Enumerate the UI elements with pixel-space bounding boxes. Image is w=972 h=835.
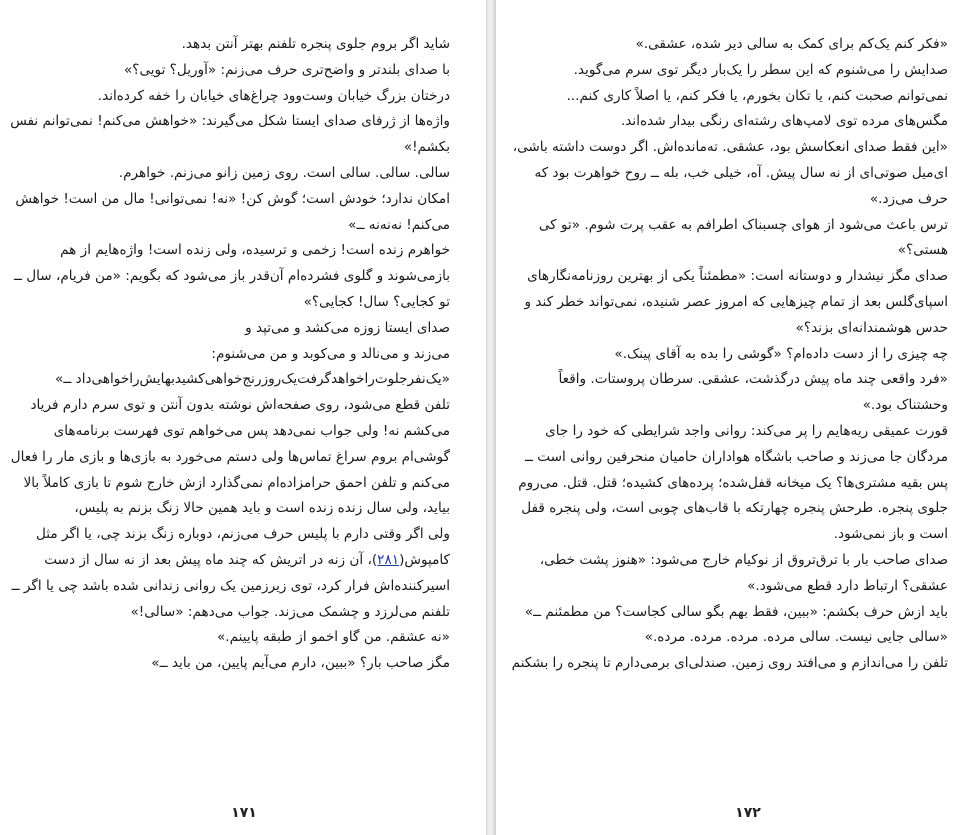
text-line: مگز صاحب بار؟ «ببین، دارم می‌آیم پایین، من باید ــ» bbox=[151, 655, 450, 672]
text-line: می‌کنم و تلفن احمق حرامزاده‌ام نمی‌گذارد ازش خارج شوم تا بازی کاملاً بالا bbox=[23, 474, 450, 491]
text-line: مردگان جا می‌زند و صاحب باشگاه هواداران حامیان منحرفین روانی است ــ bbox=[525, 448, 948, 465]
text-line: نمی‌توانم صحبت کنم، یا تکان بخورم، یا فکر کنم، یا اصلاً کاری کنم... bbox=[566, 87, 948, 104]
text-line: تلفن قطع می‌شود، روی صفحه‌اش نوشته بدون آنتن و توی سرم دارم فریاد bbox=[30, 397, 450, 414]
text-line: باید ازش حرف بکشم: «ببین، فقط بهم بگو سالی کجاست؟ من مطمئنم ــ» bbox=[524, 603, 948, 620]
left-page-number: ۱۷۱ bbox=[231, 805, 257, 821]
text-line: «فرد واقعی چند ماه پیش درگذشت، عشقی. سرطان پروستات. واقعاً bbox=[558, 371, 948, 388]
text-line: «یک‌نفرجلوت‌راخواهدگرفت‌یک‌روزرنج‌خواهی‌کشیدبهایش‌راخواهی‌داد ــ» bbox=[55, 371, 450, 388]
text-line: ولی اگر وقتی دارم با پلیس حرف می‌زنم، دوباره زنگ بزند چی، یا اگر مثل bbox=[35, 526, 450, 543]
left-page-text bbox=[10, 32, 450, 677]
text-line: خواهرم زنده است! زخمی و ترسیده، ولی زنده است! واژه‌هایم از هم bbox=[60, 242, 450, 259]
text-line: درختان بزرگ خیابان وست‌وود چراغ‌های خیابان را خفه کرده‌اند. bbox=[97, 87, 450, 104]
text-line: مگس‌های مرده توی لامپ‌های رشته‌ای رنگی بیدار شده‌اند. bbox=[620, 113, 948, 130]
text-line: حرف می‌زد.» bbox=[869, 190, 948, 207]
text-line: جلوی پنجره. طرحش پنجره چهارتکه با قاب‌های چوبی است، ولی پنجره قفل bbox=[521, 500, 948, 517]
text-line: «این فقط صدای انعکاسش بود، عشقی. ته‌مانده‌اش. اگر دوست داشته باشی، bbox=[512, 139, 948, 156]
text-line: صدای ایستا زوزه می‌کشد و می‌تپد و bbox=[245, 319, 450, 336]
text-line: چه چیزی را از دست داده‌ام؟ «گوشی را بده به آقای پینک.» bbox=[614, 345, 948, 362]
text-line: ای‌میل صوتی‌ای از نه سال پیش. آه، خیلی خب، بله ــ روح خواهرت بود که bbox=[534, 164, 948, 181]
text-segment: کامپوش( bbox=[399, 551, 450, 568]
text-line: می‌زند و می‌نالد و می‌کوبد و من می‌شنوم: bbox=[211, 345, 450, 362]
text-line: حدس هوشمندانه‌ای بزند؟» bbox=[795, 319, 948, 336]
text-line: بیاید، ولی سال زنده زنده است و باید همین حالا زنگ بزنم به پلیس، bbox=[74, 500, 450, 517]
right-page-text bbox=[511, 32, 948, 677]
text-line: وحشتناک بود.» bbox=[862, 397, 948, 414]
text-line: قورت عمیقی ریه‌هایم را پر می‌کند: روانی واجد شرایطی که خود را جای bbox=[545, 422, 948, 439]
text-line: امکان ندارد؛ خودش است؛ گوش کن! «نه! نمی‌توانی! مال من است! خواهش bbox=[15, 190, 450, 207]
text-line: ترس باعث می‌شود از هوای چسبناک اطرافم به عقب پرت شوم. «تو کی bbox=[538, 216, 948, 233]
text-line: پس بقیه مشتری‌ها؟ یک میخانه قفل‌شده؛ پرده‌های کشیده؛ قتل. قتل. می‌روم bbox=[518, 474, 948, 491]
text-line: واژه‌ها از ژرفای صدای ایستا شکل می‌گیرند: «خواهش می‌کنم! نمی‌توانم نفس bbox=[10, 113, 450, 130]
text-line: سالی. سالی. سالی است. روی زمین زانو می‌زنم. خواهرم. bbox=[118, 164, 450, 181]
text-line: عشقی؟ ارتباط دارد قطع می‌شود.» bbox=[747, 577, 948, 594]
text-line: صدای مگز نیشدار و دوستانه است: «مطمئناً یکی از بهترین روزنامه‌نگارهای bbox=[527, 268, 948, 285]
text-line: اسیرکننده‌اش فرار کرد، توی زیرزمین یک روانی زندانی شده باشد چی یا اگر ــ bbox=[11, 577, 450, 594]
right-page-number: ۱۷۲ bbox=[735, 805, 761, 821]
text-line: هستی؟» bbox=[897, 242, 948, 259]
text-line: «سالی جایی نیست. سالی مرده. مرده. مرده. مرده.» bbox=[644, 629, 948, 646]
text-line: تلفن را می‌اندازم و می‌افتد روی زمین. صندلی‌ای برمی‌دارم تا پنجره را بشکنم bbox=[511, 655, 948, 672]
text-line: بکشم!» bbox=[403, 139, 450, 156]
text-line: «فکر کنم یک‌کم برای کمک به سالی دیر شده، عشقی.» bbox=[635, 36, 948, 52]
text-line: با صدای بلندتر و واضح‌تری حرف می‌زنم: «آوریل؟ تویی؟» bbox=[123, 61, 450, 78]
text-line: صدایش را می‌شنوم که این سطر را یک‌بار دیگر توی سرم می‌گوید. bbox=[573, 61, 948, 78]
right-page bbox=[496, 0, 972, 835]
text-line: «نه عشقم. من گاو اخمو از طبقه پایینم.» bbox=[216, 629, 450, 646]
text-line: می‌کشم نه! ولی جواب نمی‌دهد پس می‌خواهم توی فهرست برنامه‌های bbox=[53, 422, 450, 439]
text-line: می‌کنم! نه‌نه‌نه ــ» bbox=[348, 216, 450, 233]
text-line: اسپای‌گلس بعد از تمام چیزهایی که امروز عصر شنیده، نمی‌تواند خطر کند و bbox=[524, 293, 948, 310]
text-line: است و باز نمی‌شود. bbox=[833, 526, 948, 543]
text-line bbox=[40, 548, 450, 574]
book-gutter bbox=[486, 0, 496, 835]
footnote-link[interactable]: ۲۸۱ bbox=[377, 551, 400, 568]
text-line: تو کجایی؟ سال! کجایی؟» bbox=[303, 293, 450, 310]
text-line: صدای صاحب بار با ترق‌تروق از نوکیام خارج می‌شود: «هنوز پشت خطی، bbox=[539, 551, 948, 568]
text-line: شاید اگر بروم جلوی پنجره تلفنم بهتر آنتن بدهد. bbox=[181, 36, 450, 52]
text-segment: )، آن زنه در اتریش که چند ماه پیش بعد از نه سال از دست bbox=[44, 551, 378, 568]
text-line: گوشی‌ام بروم سراغ تماس‌ها ولی دستم می‌خورد به بازی‌ها و بازی مار را فعال bbox=[10, 448, 450, 465]
text-line: تلفنم می‌لرزد و چشمک می‌زند. جواب می‌دهم: «سالی!» bbox=[130, 603, 450, 620]
text-line: بازمی‌شوند و گلوی فشرده‌ام آن‌قدر باز می‌شود که بگویم: «من فریام، سال ــ bbox=[13, 268, 450, 285]
